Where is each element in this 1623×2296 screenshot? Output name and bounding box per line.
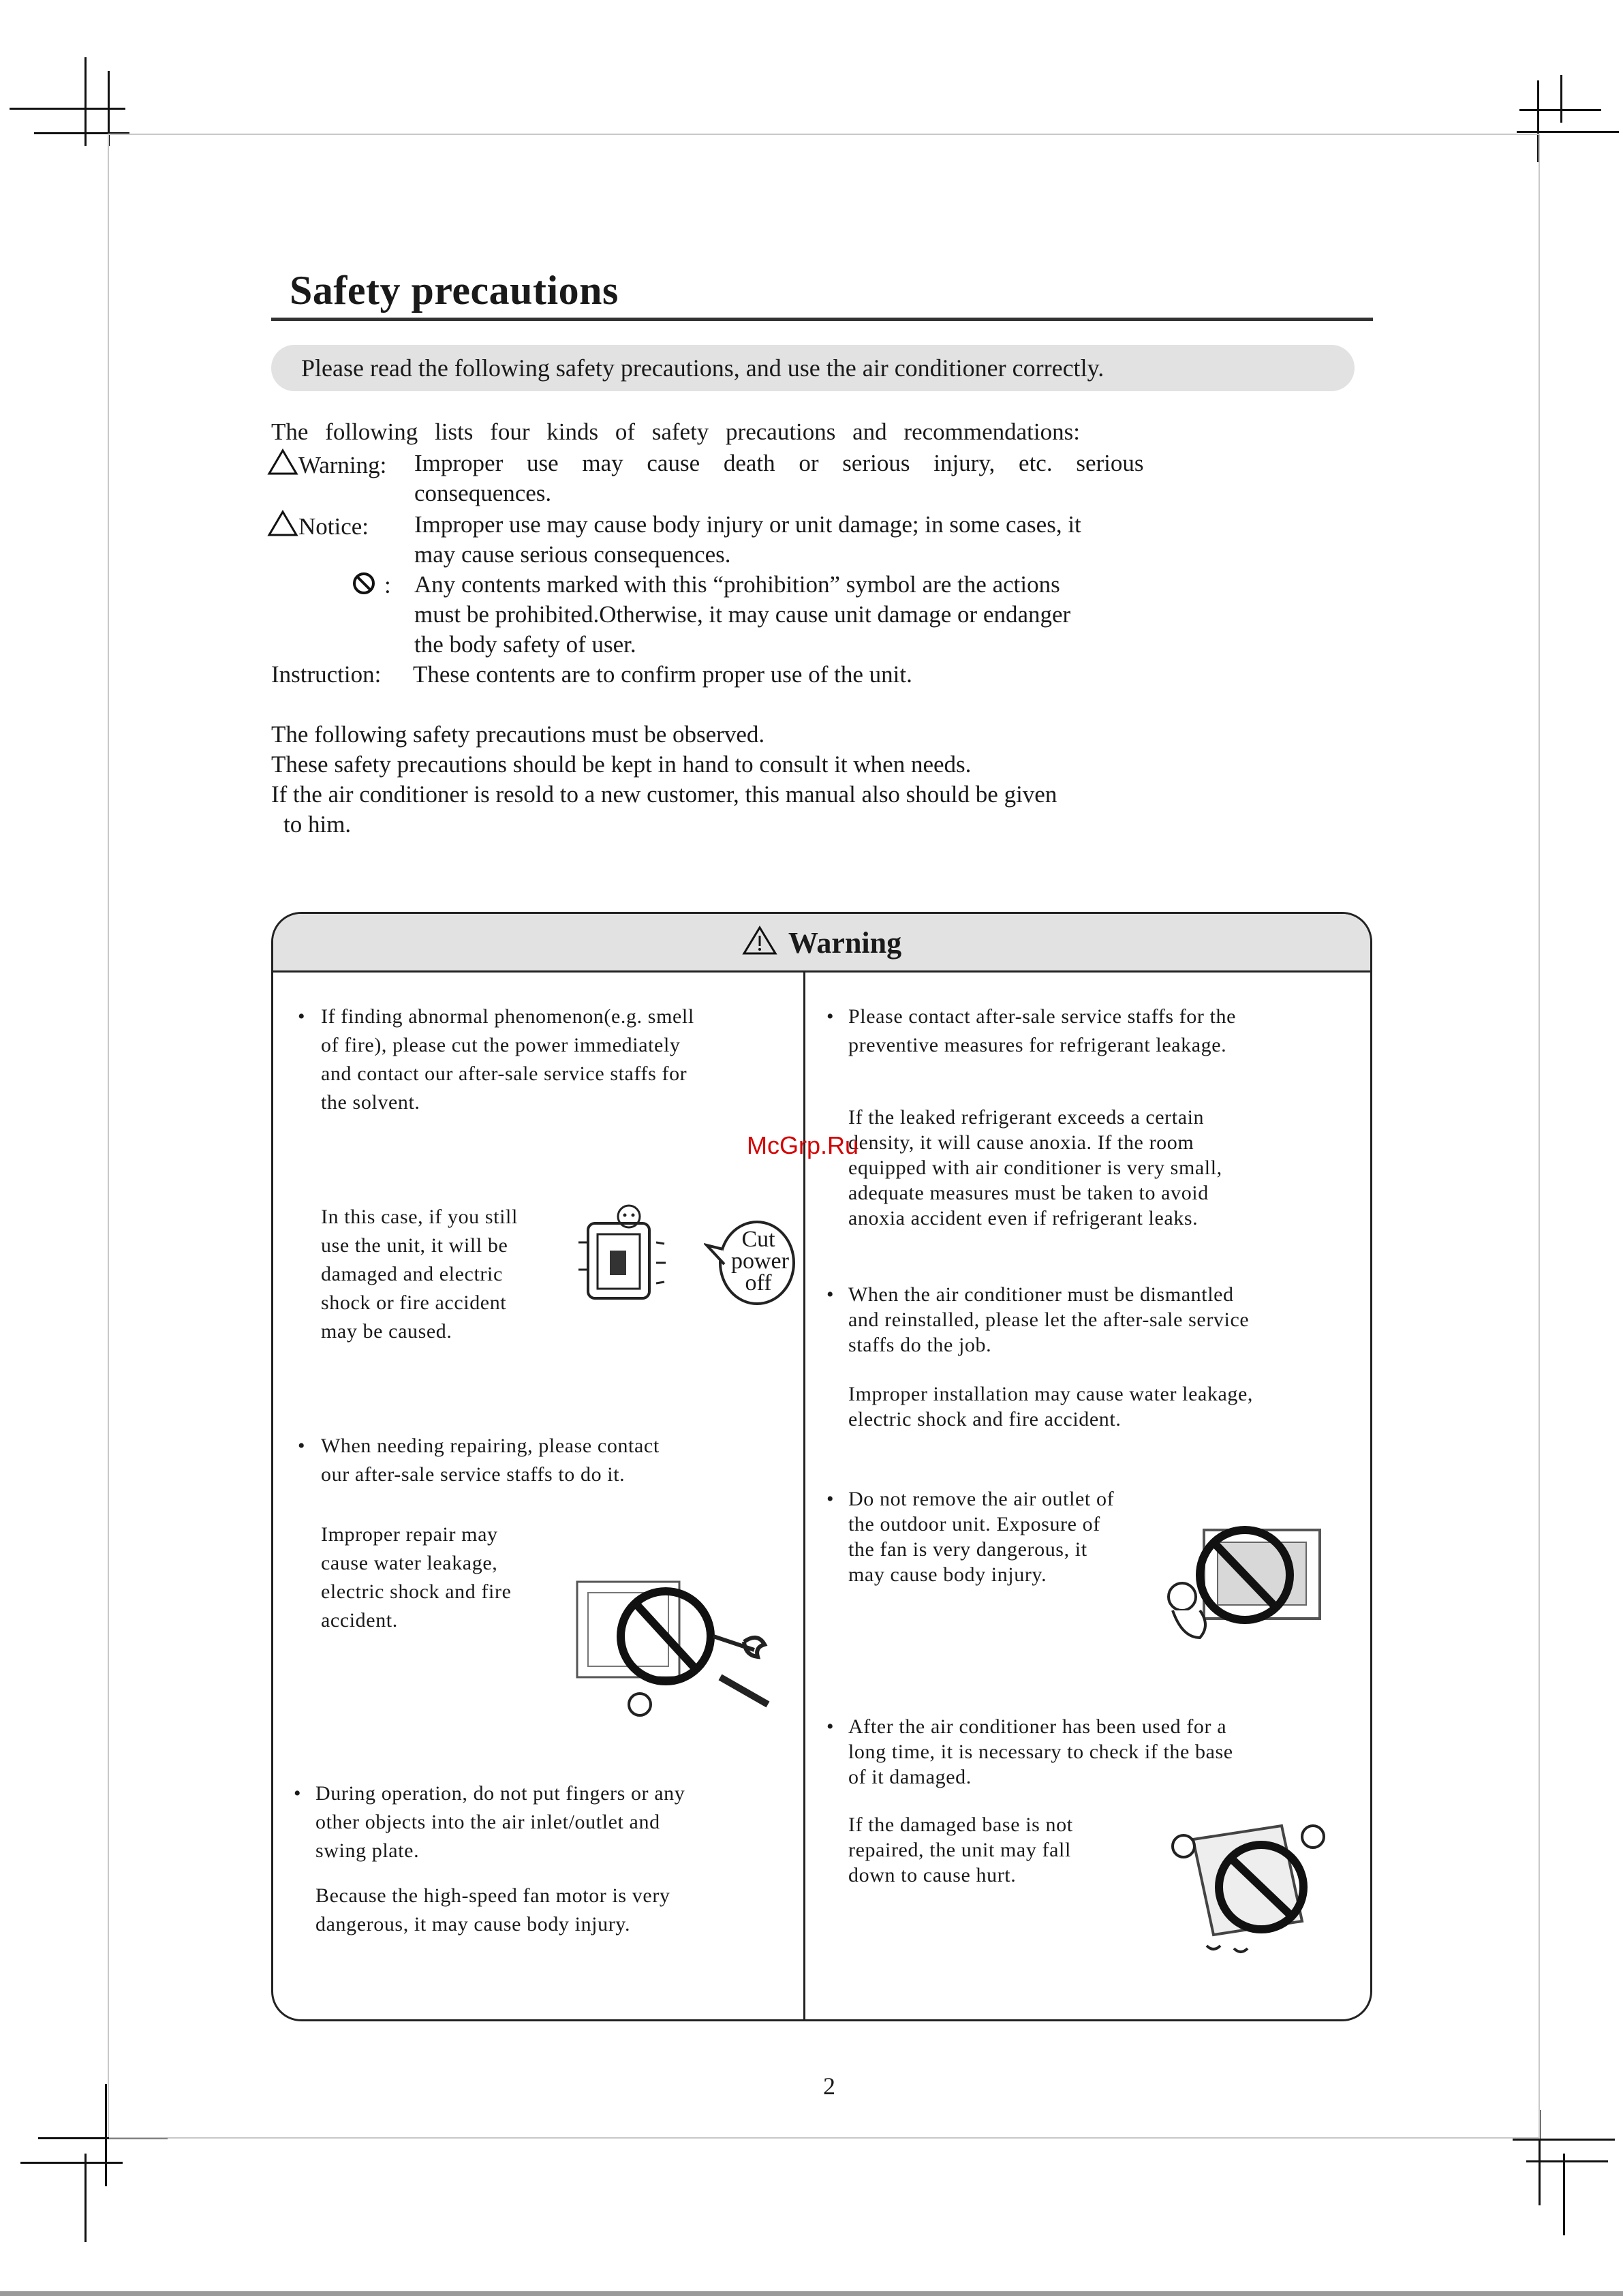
warning-text: Improper use may cause death or serious injury, etc. serious	[414, 450, 1144, 476]
bullet: •	[826, 1488, 834, 1510]
instruction-text: These contents are to confirm proper use of the unit.	[413, 661, 912, 688]
warning-symbol-row	[267, 448, 386, 479]
text-line: may cause body injury.	[848, 1563, 1047, 1586]
text-line: our after-sale service staffs to do it.	[321, 1463, 625, 1486]
text-line: equipped with air conditioner is very small,	[848, 1157, 1222, 1179]
text-line: Improper installation may cause water leakage,	[848, 1383, 1254, 1405]
notice-symbol-row	[267, 510, 369, 540]
notice-text: Improper use may cause body injury or unit damage; in some cases, it	[414, 511, 1081, 538]
crop-mark	[1519, 109, 1601, 111]
warning-box	[271, 912, 1372, 2021]
text-line: When the air conditioner must be dismantled	[848, 1283, 1234, 1306]
notice-label: Notice:	[298, 513, 369, 540]
text-line: power	[731, 1249, 789, 1274]
warning-header	[273, 914, 1370, 973]
text-line: use the unit, it will be	[321, 1234, 508, 1257]
warning-label: Warning:	[298, 452, 387, 478]
notice-triangle-icon	[267, 510, 298, 537]
left-item3	[315, 1779, 685, 1865]
warning-text: consequences.	[414, 480, 552, 506]
trim-line	[1539, 134, 1540, 2137]
text-line: the solvent.	[321, 1091, 420, 1114]
crop-mark	[1517, 131, 1619, 133]
warning-header-label: Warning	[788, 926, 902, 960]
power-switch-illustration	[574, 1201, 697, 1317]
instruction-label: Instruction:	[271, 661, 382, 688]
text-line: staffs do the job.	[848, 1334, 992, 1356]
text-line: of fire), please cut the power immediately	[321, 1034, 681, 1056]
intro-banner: Please read the following safety precautions, and use the air conditioner correctly.	[271, 345, 1355, 391]
text-line: dangerous, it may cause body injury.	[315, 1913, 631, 1935]
observe-line: These safety precautions should be kept in hand to consult it when needs.	[271, 751, 972, 778]
text-line: repaired, the unit may fall	[848, 1839, 1071, 1861]
text-line: Cut	[741, 1227, 775, 1252]
text-line: other objects into the air inlet/outlet and	[315, 1811, 660, 1833]
text-line: Please contact after-sale service staffs for the	[848, 1005, 1237, 1028]
text-line: Improper repair may	[321, 1523, 498, 1546]
page-title: Safety precautions	[290, 268, 619, 313]
warning-triangle-icon	[742, 925, 777, 955]
observe-line: to him.	[283, 811, 352, 838]
prohibition-symbol-row	[352, 571, 391, 599]
text-line: anoxia accident even if refrigerant leaks.	[848, 1207, 1199, 1229]
text-line: long time, it is necessary to check if the base	[848, 1741, 1233, 1763]
text-line: shock or fire accident	[321, 1291, 507, 1314]
crop-mark	[1513, 2139, 1615, 2141]
text-line: If the damaged base is not	[848, 1813, 1073, 1836]
right-item2	[848, 1282, 1249, 1358]
text-line: and contact our after-sale service staffs for	[321, 1062, 687, 1085]
left-item1	[321, 1002, 694, 1117]
prohibition-label: :	[384, 572, 391, 598]
bullet: •	[298, 1435, 305, 1457]
text-line: and reinstalled, please let the after-sale service	[848, 1308, 1250, 1331]
left-item2-note	[321, 1520, 512, 1635]
text-line: swing plate.	[315, 1839, 420, 1862]
damaged-base-illustration	[1166, 1812, 1329, 1962]
bullet: •	[294, 1782, 301, 1805]
column-divider	[803, 973, 805, 2021]
left-item2	[321, 1432, 660, 1489]
trim-line	[108, 134, 109, 2137]
text-line: cause water leakage,	[321, 1552, 498, 1574]
warning-triangle-icon	[267, 448, 298, 476]
text-line: the fan is very dangerous, it	[848, 1538, 1087, 1561]
left-item1-note	[321, 1203, 518, 1346]
prohibition-text: the body safety of user.	[414, 631, 636, 658]
text-line: the outdoor unit. Exposure of	[848, 1513, 1100, 1535]
bullet: •	[826, 1005, 834, 1028]
observe-line: The following safety precautions must be observed.	[271, 721, 765, 748]
text-line: electric shock and fire accident.	[848, 1408, 1122, 1430]
text-line: electric shock and fire	[321, 1580, 512, 1603]
cut-power-label	[731, 1227, 789, 1296]
observe-line: If the air conditioner is resold to a new customer, this manual also should be given	[271, 781, 1057, 808]
text-line: may be caused.	[321, 1320, 452, 1343]
text-line: of it damaged.	[848, 1766, 972, 1788]
bullet: •	[298, 1005, 305, 1028]
trim-line	[109, 2137, 1540, 2139]
right-item1-note	[848, 1105, 1222, 1231]
watermark: McGrp.Ru	[747, 1131, 859, 1159]
text-line: During operation, do not put fingers or any	[315, 1782, 685, 1805]
right-item3	[848, 1486, 1114, 1587]
text-line: off	[745, 1270, 772, 1296]
left-item3-note	[315, 1882, 670, 1939]
text-line: accident.	[321, 1609, 398, 1632]
text-line: preventive measures for refrigerant leakage.	[848, 1034, 1227, 1056]
text-line: When needing repairing, please contact	[321, 1435, 660, 1457]
bullet: •	[826, 1283, 834, 1306]
crop-mark	[1526, 2160, 1608, 2162]
text-line: Because the high-speed fan motor is very	[315, 1884, 670, 1907]
right-item2-note	[848, 1381, 1253, 1432]
trim-line	[109, 134, 1540, 135]
notice-text: may cause serious consequences.	[414, 541, 731, 568]
prohibition-text: Any contents marked with this “prohibition” symbol are the actions	[414, 571, 1060, 598]
crop-mark	[105, 2084, 107, 2186]
prohibition-text: must be prohibited.Otherwise, it may cause unit damage or endanger	[414, 601, 1071, 628]
crop-mark	[20, 2162, 123, 2164]
title-rule	[271, 318, 1373, 321]
text-line: damaged and electric	[321, 1263, 503, 1285]
right-item4-note	[848, 1812, 1073, 1888]
no-outlet-removal-illustration	[1163, 1515, 1333, 1651]
text-line: adequate measures must be taken to avoid	[848, 1182, 1209, 1204]
no-repair-illustration	[570, 1568, 788, 1732]
text-line: Do not remove the air outlet of	[848, 1488, 1115, 1510]
bullet: •	[826, 1715, 834, 1738]
text-line: down to cause hurt.	[848, 1864, 1017, 1886]
crop-mark	[84, 2154, 87, 2242]
crop-mark	[1560, 75, 1562, 123]
text-line: If finding abnormal phenomenon(e.g. smell	[321, 1005, 694, 1028]
text-line: In this case, if you still	[321, 1206, 518, 1228]
crop-mark	[1563, 2154, 1565, 2235]
text-line: After the air conditioner has been used for a	[848, 1715, 1227, 1738]
page-number: 2	[823, 2072, 835, 2100]
right-item4	[848, 1714, 1233, 1790]
intro-lead: The following lists four kinds of safety precautions and recommendations:	[271, 418, 1080, 445]
text-line: density, it will cause anoxia. If the room	[848, 1131, 1194, 1154]
text-line: If the leaked refrigerant exceeds a certain	[848, 1106, 1205, 1129]
prohibition-icon	[352, 571, 376, 596]
bottom-edge-bar	[0, 2291, 1623, 2296]
right-item1	[848, 1002, 1236, 1060]
